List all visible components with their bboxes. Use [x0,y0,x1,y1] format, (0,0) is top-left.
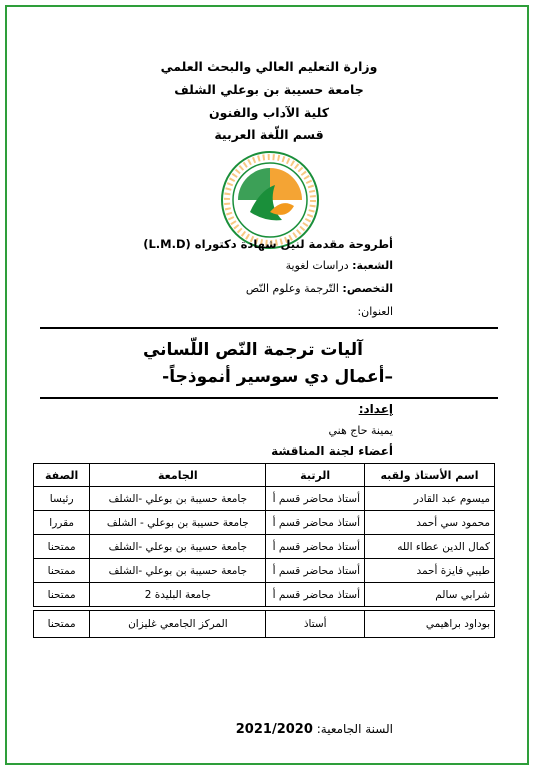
university-line: جامعة حسيبة بن بوعلي الشلف [174,82,364,97]
col-university-header: الجامعة [90,464,266,487]
faculty-line: كلية الآداب والفنون [209,105,329,120]
spec-label: التخصص: [342,282,393,295]
thesis-type: أطروحة مقدمة لنيل شهادة دكتوراه (L.M.D) [143,237,393,251]
thesis-title-line1: آليات ترجمة النّص اللّساني [142,340,363,360]
table-row [34,487,495,511]
member-university: جامعة حسيبة بن بوعلي -الشلف [90,559,266,583]
col-role-header: الصفة [34,464,90,487]
branch-label: الشعبة: [352,259,393,272]
prepared-name: يمينة حاج هني [328,424,393,437]
thesis-title-line2: –أعمال دي سوسير أنموذجاً- [162,367,393,387]
table-row [34,583,495,607]
member-rank: أستاذ محاضر قسم أ [266,511,365,535]
prepared-label: إعداد: [358,402,393,416]
university-logo [220,150,320,250]
member-name: كمال الدين عطاء الله [365,535,495,559]
member-role: ممتحنا [34,535,90,559]
member-role: ممتحنا [34,583,90,607]
member-rank: أستاذ محاضر قسم أ [266,559,365,583]
table-header-row [34,464,495,487]
department-line: قسم اللّغة العربية [214,127,324,142]
col-name-header: اسم الأستاذ ولقبه [365,464,495,487]
member-name: طيبي فايزة أحمد [365,559,495,583]
member-rank: أستاذ محاضر قسم أ [266,487,365,511]
table-row [34,535,495,559]
title-rule-top [40,327,498,329]
table-row [34,559,495,583]
member-role: ممتحنا [34,559,90,583]
title-label: العنوان: [357,305,393,318]
ministry-line: وزارة التعليم العالي والبحث العلمي [160,59,378,74]
member-rank: أستاذ محاضر قسم أ [266,535,365,559]
member-role: ممتحنا [34,611,90,638]
branch-value: دراسات لغوية [285,259,349,272]
member-name: شرابي سالم [365,583,495,607]
spec-line [246,282,393,295]
member-name: بوداود براهيمي [365,611,495,638]
col-rank-header: الرتبة [266,464,365,487]
table-row [34,511,495,535]
committee-table [33,463,495,638]
member-university: جامعة حسيبة بن بوعلي -الشلف [90,535,266,559]
member-university: جامعة حسيبة بن بوعلي -الشلف [90,487,266,511]
member-university: جامعة حسيبة بن بوعلي - الشلف [90,511,266,535]
member-university: المركز الجامعي غليزان [90,611,266,638]
member-name: ميسوم عبد القادر [365,487,495,511]
table-row [34,611,495,638]
spec-value: التّرجمة وعلوم النّص [245,282,339,295]
academic-year-label: السنة الجامعية: [316,722,393,736]
branch-line [286,259,393,272]
member-role: رئيسا [34,487,90,511]
committee-heading: أعضاء لجنة المناقشة [271,444,393,458]
member-rank: أستاذ [266,611,365,638]
member-role: مقررا [34,511,90,535]
academic-year-line [236,722,393,737]
member-rank: أستاذ محاضر قسم أ [266,583,365,607]
title-rule-bottom [40,397,498,399]
member-name: محمود سي أحمد [365,511,495,535]
academic-year-value: 2021/2020 [235,722,313,737]
member-university: جامعة البليدة 2 [90,583,266,607]
